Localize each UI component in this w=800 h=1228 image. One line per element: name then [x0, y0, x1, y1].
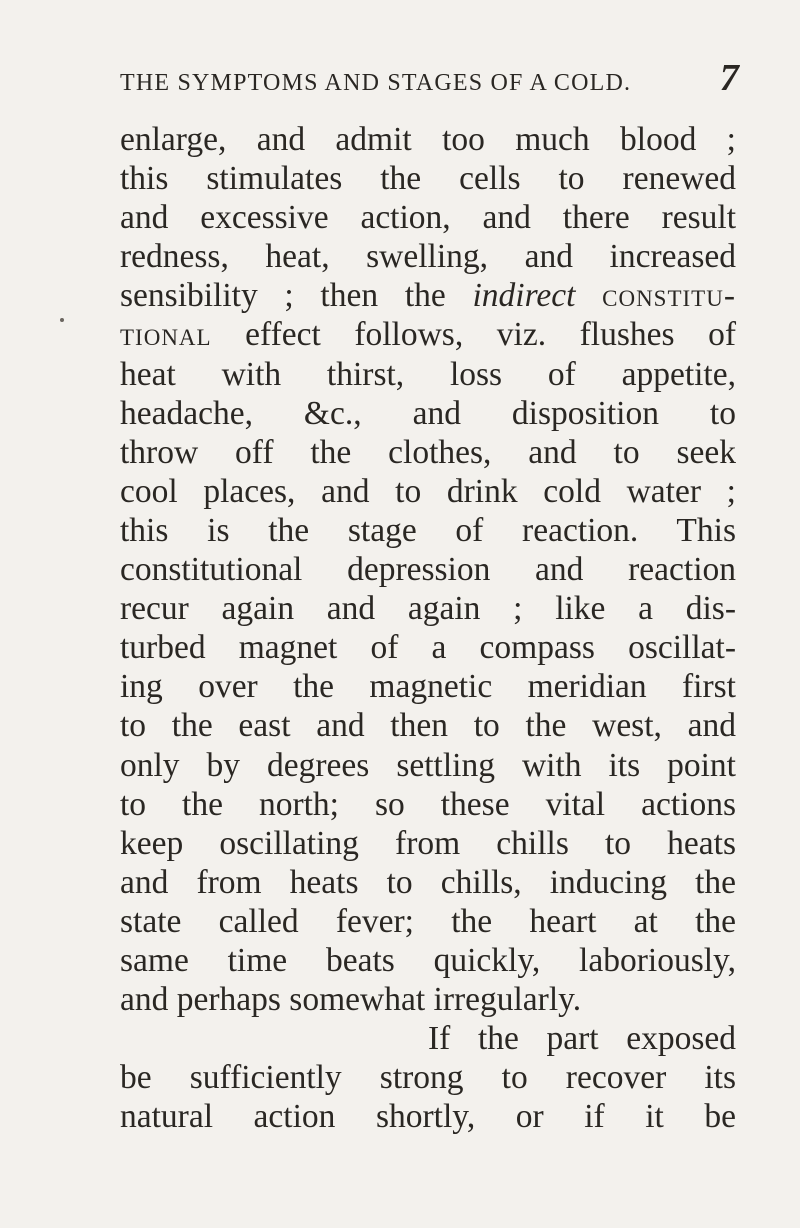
text-line: to the east and then to the west, and [120, 707, 736, 745]
text-line: only by degrees settling with its point [120, 746, 736, 784]
text-line: recur again and again ; like a dis- [120, 590, 736, 628]
text-line: natural action shortly, or if it be [120, 1098, 736, 1136]
page-number: 7 [719, 57, 740, 99]
text-line: this stimulates the cells to renewed [120, 160, 736, 198]
text-line: heat with thirst, loss of appetite, [120, 355, 736, 393]
text-line: this is the stage of reaction. This [120, 511, 736, 549]
text-line: throw off the clothes, and to seek [120, 433, 736, 471]
text-line [120, 276, 736, 315]
text-line: and from heats to chills, inducing the [120, 863, 736, 901]
text-line: ing over the magnetic meridian first [120, 668, 736, 706]
text-line: same time beats quickly, laboriously, [120, 941, 736, 979]
text-line: to the north; so these vital actions [120, 785, 736, 823]
paragraph-start-line: If the part exposed [428, 1020, 736, 1058]
text-line: constitutional depression and reaction [120, 551, 736, 589]
text-run: sensibility ; then the [120, 277, 446, 315]
text-run: effect follows, viz. flushes of [245, 316, 737, 354]
text-line: turbed magnet of a compass oscillat- [120, 629, 736, 667]
text-line: and perhaps somewhat irregularly. [120, 981, 582, 1019]
small-caps-word: tional [120, 316, 212, 354]
text-line: cool places, and to drink cold water ; [120, 472, 736, 510]
text-line: redness, heat, swelling, and increased [120, 238, 736, 276]
margin-mark [60, 318, 64, 322]
italic-word: indirect [472, 277, 576, 315]
text-line [120, 315, 736, 354]
text-line: and excessive action, and there result [120, 199, 736, 237]
text-line: enlarge, and admit too much blood ; [120, 121, 736, 158]
text-line: state called fever; the heart at the [120, 902, 736, 940]
small-caps-word: constitu- [602, 277, 737, 315]
running-head-title: THE SYMPTOMS AND STAGES OF A COLD. [120, 70, 632, 96]
text-line: headache, &c., and disposition to [120, 394, 736, 432]
body-text [120, 120, 736, 1136]
text-line: keep oscillating from chills to heats [120, 824, 736, 862]
text-line: be sufficiently strong to recover its [120, 1059, 736, 1097]
running-head [120, 56, 740, 100]
